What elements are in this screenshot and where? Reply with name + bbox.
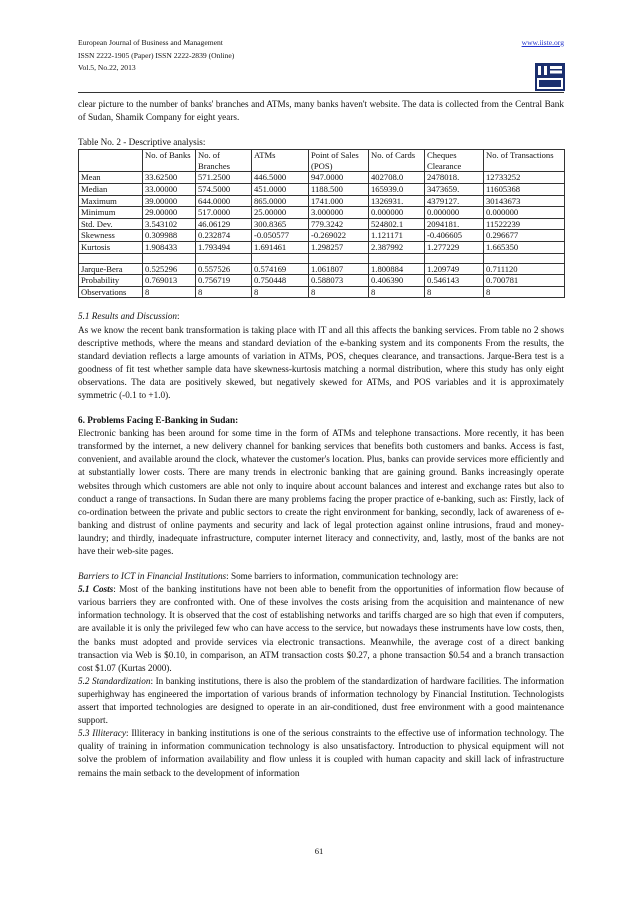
table-row <box>79 230 565 242</box>
barriers-title: Barriers to ICT in Financial Institutions <box>78 571 227 582</box>
standardization-text: : In banking institutions, there is also the problem of the standardization of hardware facilities. The information superhighway has engineered the importation of various brands of information technology by Financial Institution. Technologists assert that imported technologies are designed to operate in an air-conditioned, dust free environment with a good maintenance support. <box>78 675 564 726</box>
section-costs <box>78 583 564 675</box>
table-cell: 1.793494 <box>196 242 252 254</box>
table-cell: 33.62500 <box>143 172 196 184</box>
row-label-cell: Std. Dev. <box>79 218 143 230</box>
table-cell: 2478018. <box>425 172 484 184</box>
journal-url-link[interactable]: www.iiste.org <box>521 38 564 47</box>
table-header-row <box>79 150 565 172</box>
table-cell: 30143673 <box>484 195 565 207</box>
table-cell: 0.588073 <box>309 275 369 287</box>
table-cell: 11605368 <box>484 184 565 196</box>
table-cell: 29.00000 <box>143 207 196 219</box>
header-rule <box>78 92 564 93</box>
table-cell: 947.0000 <box>309 172 369 184</box>
table-cell <box>309 253 369 263</box>
table-cell: Cheques Clearance <box>425 150 484 172</box>
costs-title: 5.1 Costs <box>78 584 114 595</box>
article-body <box>78 98 564 780</box>
table-cell: 1.121171 <box>369 230 425 242</box>
row-label-cell <box>79 150 143 172</box>
table-cell: 0.000000 <box>425 207 484 219</box>
journal-issn: ISSN 2222-1905 (Paper) ISSN 2222-2839 (Online) <box>78 50 235 60</box>
section-6-text: Electronic banking has been around for some time in the form of ATMs and telephone transactions. More recently, it has been transformed by the internet, a new delivery channel for banking services that benefits both customers and banks. Access is fast, convenient, and available around the clock, whatever the customer's location. Plus, banks can provide services more efficiently and at substantially lower costs. There are many trends in electronic banking that are gaining ground. Banks increasingly operate websites through which customers are able not only to inquire about account balances and interest and exchange rates but also to conduct a range of transactions. In Sudan there are many problems facing the proper practice of e-banking, such as: Firstly, lack of co-ordination between the private and public sectors to create the right environment for banking, secondly, lack of awareness of e-banking and distrust of online payments and security and lack of legal protection against online intrusions, fraud and money-laundry; and thirdly, inadequate infrastructure, computer internet literacy and connectivity, and, lastly, most of the banks are not have their web-site pages. <box>78 428 564 556</box>
table-cell: 12733252 <box>484 172 565 184</box>
row-label-cell: Probability <box>79 275 143 287</box>
section-standardization <box>78 675 564 727</box>
page-number: 61 <box>314 846 324 856</box>
row-label-cell: Minimum <box>79 207 143 219</box>
table-cell: 574.5000 <box>196 184 252 196</box>
table-cell: 4379127. <box>425 195 484 207</box>
table-cell: 300.8365 <box>252 218 309 230</box>
row-label-cell: Skewness <box>79 230 143 242</box>
table-row <box>79 207 565 219</box>
table-row <box>79 195 565 207</box>
table-cell: 0.296677 <box>484 230 565 242</box>
table-cell: 0.000000 <box>484 207 565 219</box>
table-cell: 8 <box>369 286 425 298</box>
barriers-text: : Some barriers to information, communication technology are: <box>226 571 459 582</box>
table-cell: No. of Cards <box>369 150 425 172</box>
table-cell: 1326931. <box>369 195 425 207</box>
table-row <box>79 184 565 196</box>
row-label-cell: Jarque-Bera <box>79 263 143 275</box>
row-label-cell: Kurtosis <box>79 242 143 254</box>
table-cell: -0.406605 <box>425 230 484 242</box>
table-cell: 1.908433 <box>143 242 196 254</box>
table-cell: 8 <box>309 286 369 298</box>
table-cell: -0.269022 <box>309 230 369 242</box>
journal-title: European Journal of Business and Management <box>78 38 223 47</box>
row-label-cell: Observations <box>79 286 143 298</box>
table-cell: 3.543102 <box>143 218 196 230</box>
standardization-title: 5.2 Standardization <box>78 675 151 686</box>
table-cell: 571.2500 <box>196 172 252 184</box>
table-cell: 8 <box>196 286 252 298</box>
table-spacer-row <box>79 253 565 263</box>
table-cell: 524802.1 <box>369 218 425 230</box>
table-cell: No. of Transactions <box>484 150 565 172</box>
table-cell: 1.277229 <box>425 242 484 254</box>
table-cell: 1188.500 <box>309 184 369 196</box>
table-cell: 2094181. <box>425 218 484 230</box>
descriptive-stats-table <box>78 149 565 298</box>
table-cell: 0.574169 <box>252 263 309 275</box>
table-cell: 446.5000 <box>252 172 309 184</box>
table-cell <box>196 253 252 263</box>
costs-text: : Most of the banking institutions have not been able to benefit from the opportunities of information flow because of various barriers they are confronted with. One of these involves the costs arising from the acquisition and maintenance of new information technology. It is observed that the cost of establishing networks and tariffs charged are so high that even if computers, are available it is only the privileged few who can have access to the service, but nowadays these instruments have low costs, then, the banks must adopted and provide services via electronic transactions. Meanwhile, the average cost of a direct banking transaction via Web is $0.10, in comparison, an ATM transaction costs $0.27, a phone transaction $0.54 and a branch transaction cost $1.07 (Kurtas 2000). <box>78 584 564 673</box>
table-cell: 1.061807 <box>309 263 369 275</box>
table-cell: 0.525296 <box>143 263 196 275</box>
journal-header <box>78 37 564 75</box>
table-cell: 1.209749 <box>425 263 484 275</box>
table-cell: 0.546143 <box>425 275 484 287</box>
table-cell: No. of Banks <box>143 150 196 172</box>
table-row <box>79 275 565 287</box>
table-row <box>79 263 565 275</box>
section-5-1-title: 5.1 Results and Discussion <box>78 311 178 322</box>
table-cell: 11522239 <box>484 218 565 230</box>
table-row <box>79 172 565 184</box>
section-5-1-results <box>78 310 564 402</box>
illiteracy-text: : Illiteracy in banking institutions is one of the serious constraints to the effective use of information technology. The quality of training in information communication technology is also unsatisfactory. Introduction to physical equipment will not solve the problem of information availability and flow unless it is coupled with human capacity and skill lack of infrastructure remains the main setback to the development of information <box>78 728 564 778</box>
table-cell: 8 <box>143 286 196 298</box>
table-cell: 8 <box>484 286 565 298</box>
table-cell: 1.298257 <box>309 242 369 254</box>
table-cell: 2.387992 <box>369 242 425 254</box>
table-cell: 8 <box>425 286 484 298</box>
table-cell: 0.769013 <box>143 275 196 287</box>
row-label-cell: Median <box>79 184 143 196</box>
table-cell: 644.0000 <box>196 195 252 207</box>
table-cell: 0.232874 <box>196 230 252 242</box>
table-cell <box>369 253 425 263</box>
table-cell: No. of Branches <box>196 150 252 172</box>
table-cell: ATMs <box>252 150 309 172</box>
table-cell: 46.06129 <box>196 218 252 230</box>
table-cell <box>252 253 309 263</box>
table-cell: 1741.000 <box>309 195 369 207</box>
table-cell: 1.800884 <box>369 263 425 275</box>
table-cell: 0.700781 <box>484 275 565 287</box>
table-cell <box>425 253 484 263</box>
table-cell: 0.406390 <box>369 275 425 287</box>
barriers-paragraph <box>78 570 564 583</box>
table-cell: 8 <box>252 286 309 298</box>
table-cell: 517.0000 <box>196 207 252 219</box>
table-cell: 0.557526 <box>196 263 252 275</box>
table-cell: 451.0000 <box>252 184 309 196</box>
table-cell: 33.00000 <box>143 184 196 196</box>
table-cell: 402708.0 <box>369 172 425 184</box>
table-cell: 0.750448 <box>252 275 309 287</box>
table-cell: 25.00000 <box>252 207 309 219</box>
section-illiteracy <box>78 727 564 779</box>
table-cell: 1.665350 <box>484 242 565 254</box>
table-cell: Point of Sales (POS) <box>309 150 369 172</box>
row-label-cell <box>79 253 143 263</box>
section-6-title: 6. Problems Facing E-Banking in Sudan: <box>78 415 239 426</box>
table-row <box>79 286 565 298</box>
intro-paragraph: clear picture to the number of banks' branches and ATMs, many banks haven't website. The data is collected from the Central Bank of Sudan, Shamik Company for eight years. <box>78 99 564 123</box>
table-row <box>79 242 565 254</box>
section-5-1-colon: : <box>177 311 180 322</box>
iiste-logo <box>535 63 565 91</box>
table-cell: 865.0000 <box>252 195 309 207</box>
table-cell: 3473659. <box>425 184 484 196</box>
table-cell <box>484 253 565 263</box>
table-cell: 0.000000 <box>369 207 425 219</box>
table-cell: 39.00000 <box>143 195 196 207</box>
table-cell: 1.691461 <box>252 242 309 254</box>
table-cell: 165939.0 <box>369 184 425 196</box>
table-cell: 3.000000 <box>309 207 369 219</box>
row-label-cell: Mean <box>79 172 143 184</box>
section-6 <box>78 414 564 558</box>
table-cell: 0.309988 <box>143 230 196 242</box>
journal-volume: Vol.5, No.22, 2013 <box>78 63 136 73</box>
table-cell: 0.711120 <box>484 263 565 275</box>
table-cell: 0.756719 <box>196 275 252 287</box>
table-caption: Table No. 2 - Descriptive analysis: <box>78 137 206 148</box>
illiteracy-title: 5.3 Illiteracy <box>78 728 126 739</box>
table-row <box>79 218 565 230</box>
table-cell: 779.3242 <box>309 218 369 230</box>
table-cell <box>143 253 196 263</box>
row-label-cell: Maximum <box>79 195 143 207</box>
section-5-1-text: As we know the recent bank transformation is taking place with IT and all this affects the banking services. From table no 2 shows descriptive methods, where the means and standard deviation of the e-banking system and its components From the results, the standard deviation reflects a large amounts of variation in ATMs, POS, cheques clearance, and transactions. Jarque-Bera test is a goodness of fit test whether sample data have skewness-kurtosis matching a normal distribution, where this study has only eight observations. The data are positively skewed, but negatively skewed for ATMs, and POS variables and it is approximately symmetric (-0.1 to +1.0). <box>78 324 564 400</box>
table-cell: -0.050577 <box>252 230 309 242</box>
